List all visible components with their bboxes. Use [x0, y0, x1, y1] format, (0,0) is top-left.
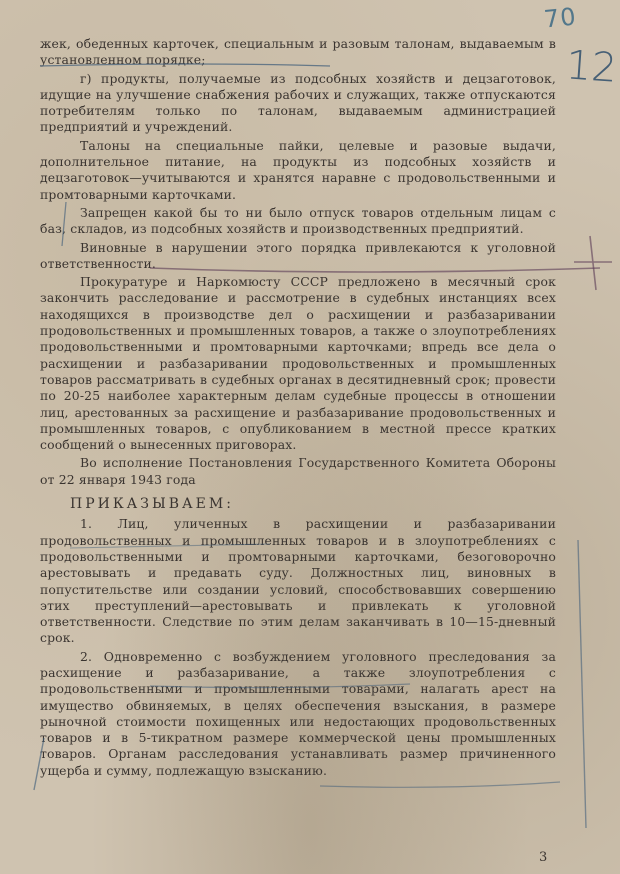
paragraph-liability: Виновные в нарушении этого порядка привлекаются к уголовной ответственности.	[40, 239, 556, 271]
margin-line	[578, 540, 586, 828]
paragraph-item-g: г) продукты, получаемые из подсобных хозяйств и децзаготовок, идущие на улучшение снабжения рабочих и служащих, также отпускаются потребителям только по талонам, выдаваемым администрацией предприятий и учреждений.	[40, 70, 556, 135]
paragraph-prosecution: Прокуратуре и Наркомюсту СССР предложено в месячный срок закончить расследование и рассмотрение в судебных инстанциях всех находящихся в производстве дел о расхищении и разбазаривании продовольственных и промышленных товаров, а также о злоупотреблениях продовольственными и промтоварными карточками; впредь все дела о расхищении и разбазаривании продовольственных и промышленных товаров рассматривать в судебных органах в десятидневный срок; провести по 20-25 наиболее характерным делам судебные процессы в отношении лиц, арестованных за расхищение и разбазаривание продовольственных и промышленных товаров, с опубликованием в местной прессе кратких сообщений о вынесенных приговорах.	[40, 274, 556, 453]
document-body	[40, 36, 556, 779]
handwritten-folio-number: 12	[564, 42, 619, 92]
paragraph-prohibition: Запрещен какой бы то ни было отпуск товаров отдельным лицам с баз, складов, из подсобных хозяйств и производственных предприятий.	[40, 204, 556, 237]
archive-number-stamp: 70	[542, 2, 578, 34]
order-item-2: 2. Одновременно с возбуждением уголовного преследования за расхищение и разбазаривание, а также злоупотребления с продовольственными и промышленными товарами, налагать арест на имущество обвиняемых, в целях обеспечения взыскания, в размере рыночной стоимости похищенных или недостающих продовольственных товаров и в 5-тикратном размере коммерческой цены промышленных товаров. Органам расследования устанавливать размер причиненного ущерба и сумму, подлежащую взысканию.	[40, 648, 556, 778]
order-heading: ПРИКАЗЫВАЕМ:	[70, 496, 234, 513]
paragraph-coupons: Талоны на специальные пайки, целевые и разовые выдачи, дополнительное питание, на продукты из подсобных хозяйств и децзаготовок—учитываются и хранятся наравне с продовольственными и промтоварными карточками.	[40, 137, 556, 202]
plus-mark	[574, 236, 612, 290]
paragraph-decree-reference: Во исполнение Постановления Государственного Комитета Обороны от 22 января 1943 года	[40, 455, 556, 487]
paragraph-continuation: жек, обеденных карточек, специальным и разовым талонам, выдаваемым в установленном порядке;	[40, 36, 556, 68]
page-number: 3	[539, 850, 548, 865]
underline-mark	[320, 782, 560, 787]
order-item-1: 1. Лиц, уличенных в расхищении и разбазаривании продовольственных и промышленных товаров и в злоупотреблениях с продовольственными и промтоварными карточками, безоговорочно арестовывать и предавать суду. Должностных лиц, виновных в попустительстве или создании условий, способствовавших совершению этих преступлений—арестовывать и привлекать к уголовной ответственности. Следствие по этим делам заканчивать в 10—15-дневный срок.	[40, 516, 556, 646]
